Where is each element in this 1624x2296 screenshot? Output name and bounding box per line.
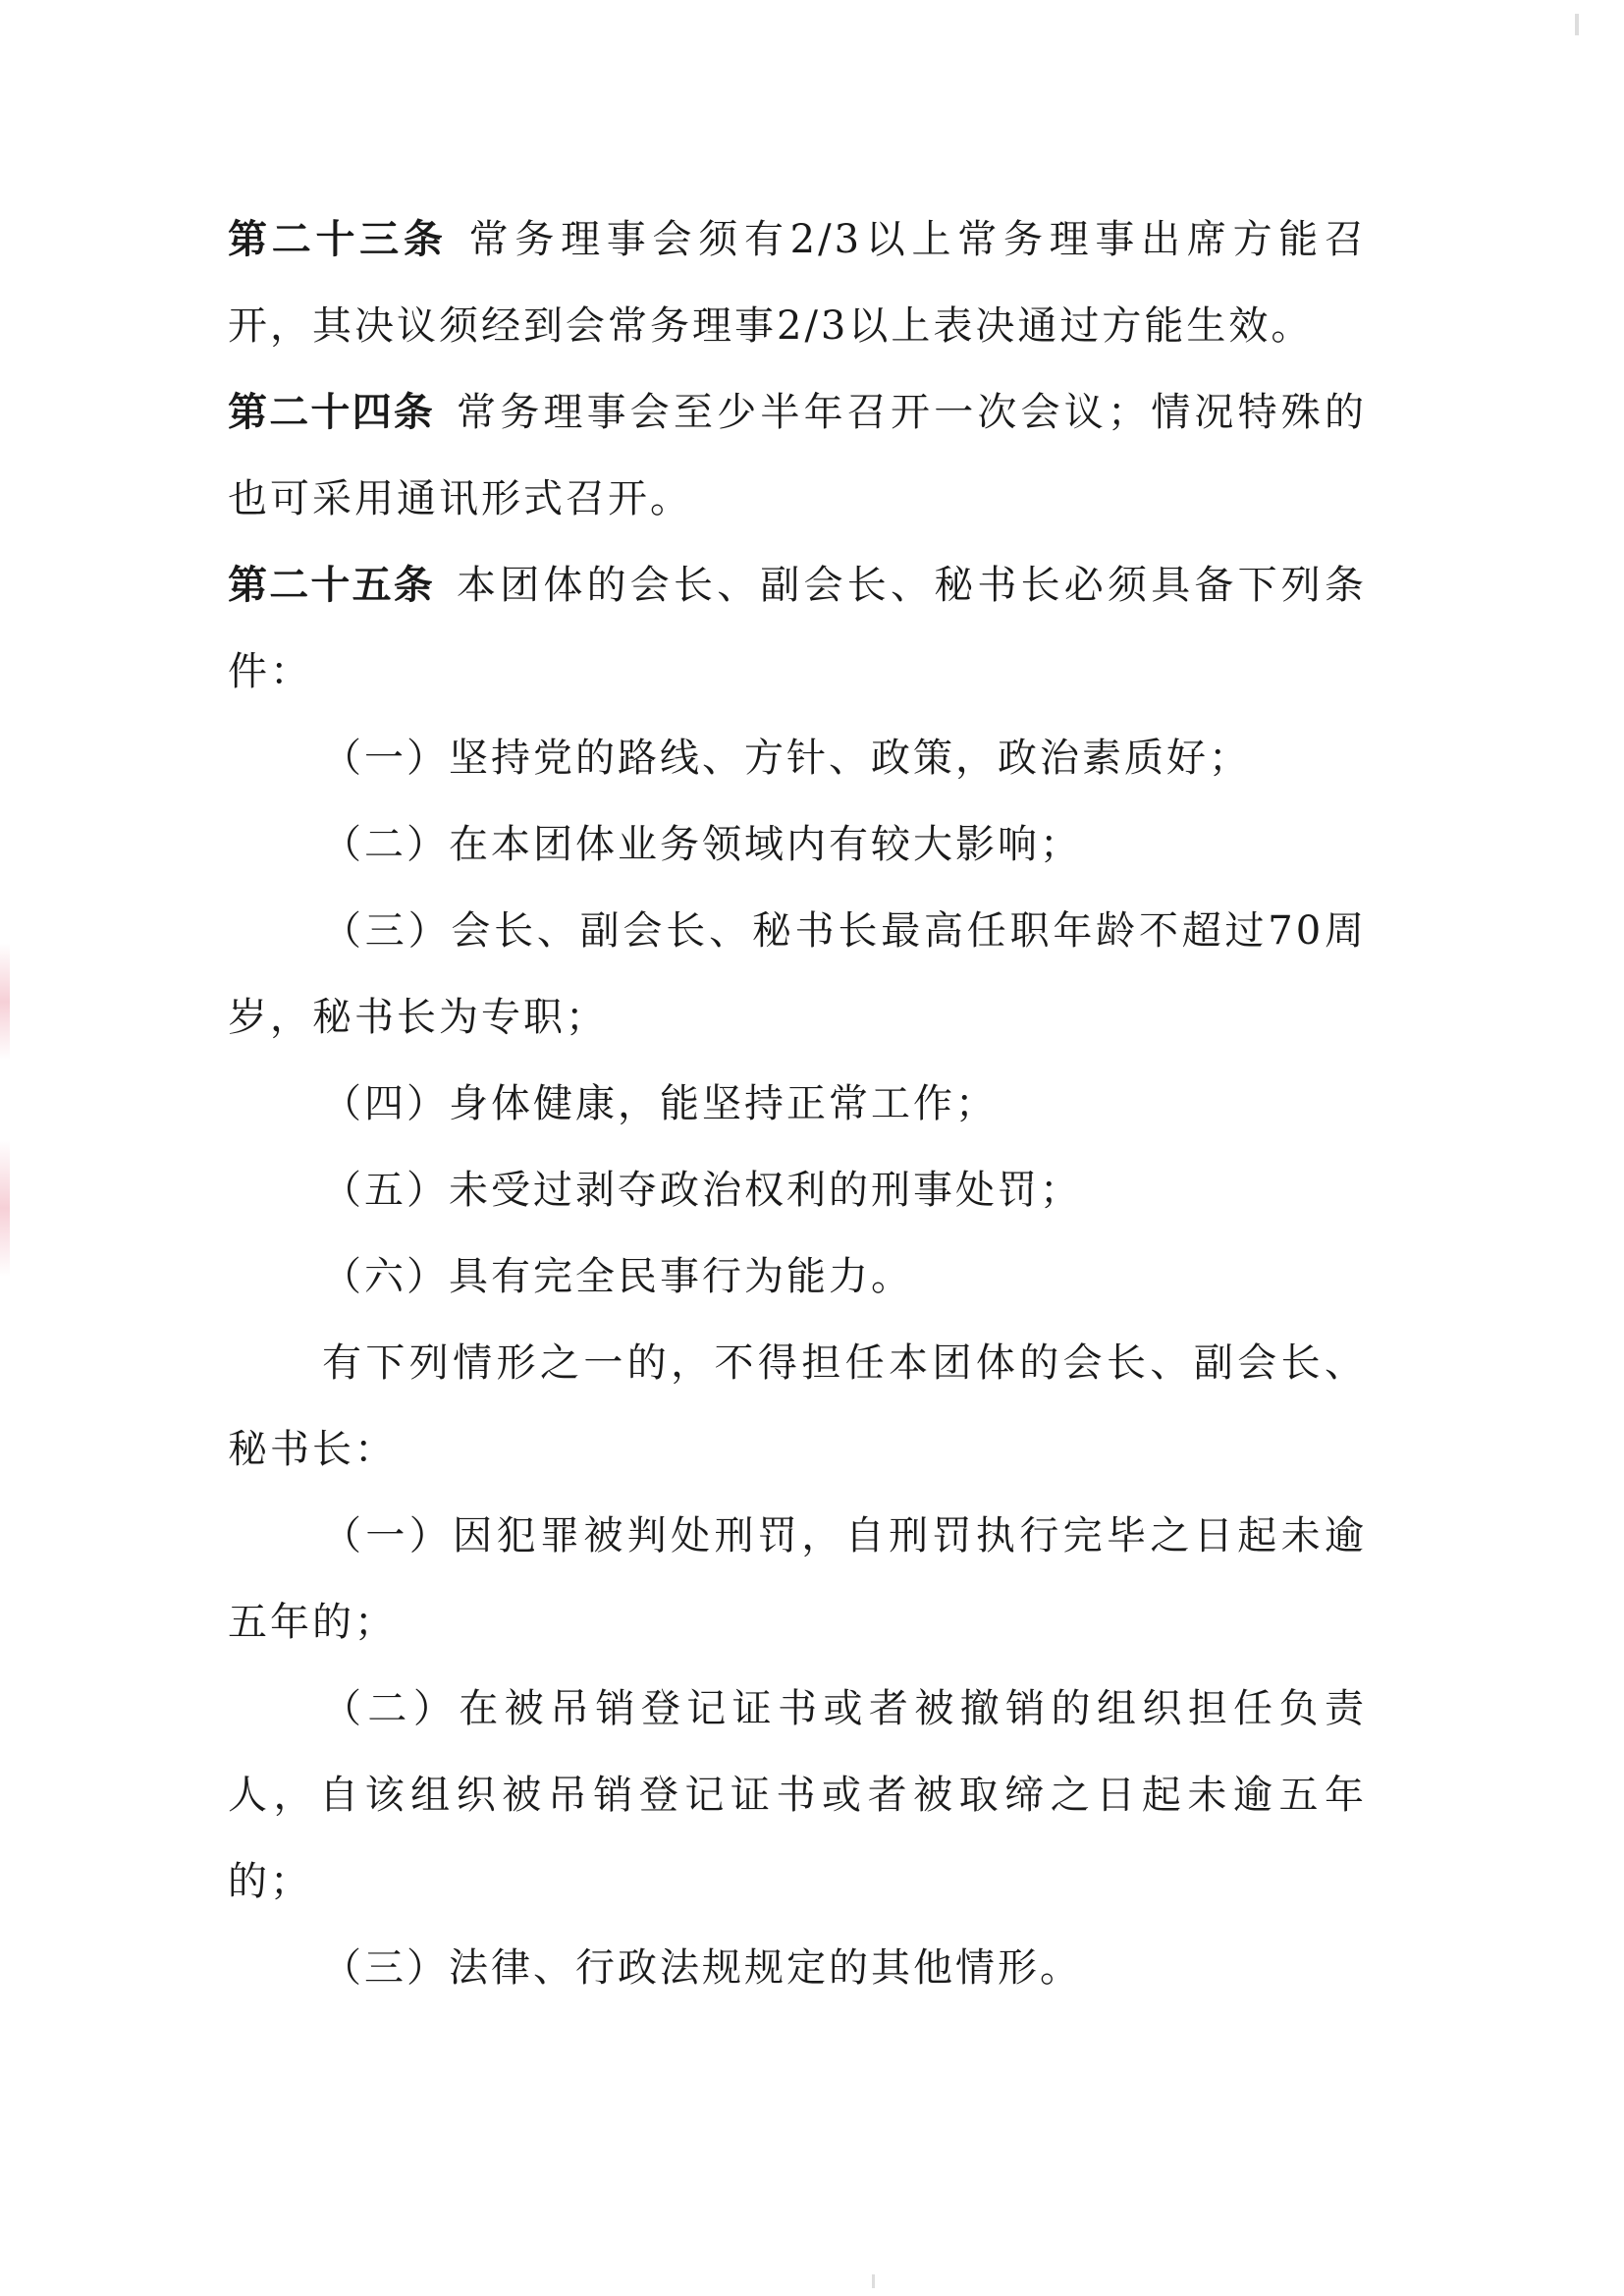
scan-artifact-dot xyxy=(1575,14,1579,35)
disqualification-item: （三）法律、行政法规规定的其他情形。 xyxy=(322,1945,1082,1991)
scan-artifact-mark xyxy=(0,943,10,1061)
article-23-label: 第二十三条 xyxy=(228,217,448,262)
article-25-text: 本团体的会长、副会长、秘书长必须具备下列条件： xyxy=(228,563,1367,694)
article-25 xyxy=(228,542,1367,715)
condition-item: （二）在本团体业务领域内有较大影响； xyxy=(322,822,1082,867)
disqualification-intro: 有下列情形之一的，不得担任本团体的会长、副会长、秘书长： xyxy=(228,1340,1367,1472)
document-body xyxy=(228,196,1367,2011)
condition-item: （五）未受过剥夺政治权利的刑事处罚； xyxy=(322,1168,1082,1213)
article-23 xyxy=(228,196,1367,369)
article-24-label: 第二十四条 xyxy=(228,390,435,435)
scan-artifact-mark xyxy=(0,1139,10,1277)
condition-item: （四）身体健康，能坚持正常工作； xyxy=(322,1081,998,1126)
condition-item: （三）会长、副会长、秘书长最高任职年龄不超过70周岁，秘书长为专职； xyxy=(228,908,1367,1040)
condition-item: （一）坚持党的路线、方针、政策，政治素质好； xyxy=(322,736,1251,781)
disqualification-item: （一）因犯罪被判处刑罚，自刑罚执行完毕之日起未逾五年的； xyxy=(228,1513,1367,1645)
article-24-text: 常务理事会至少半年召开一次会议；情况特殊的也可采用通讯形式召开。 xyxy=(228,390,1367,521)
scan-artifact-dot xyxy=(872,2274,875,2288)
condition-item: （六）具有完全民事行为能力。 xyxy=(322,1254,913,1299)
article-25-label: 第二十五条 xyxy=(228,563,435,608)
article-23-text: 常务理事会须有2/3以上常务理事出席方能召开，其决议须经到会常务理事2/3以上表决通过方能生效。 xyxy=(228,217,1368,349)
disqualification-item: （二）在被吊销登记证书或者被撤销的组织担任负责人，自该组织被吊销登记证书或者被取缔之日起未逾五年的； xyxy=(228,1686,1367,1904)
article-24 xyxy=(228,369,1367,542)
